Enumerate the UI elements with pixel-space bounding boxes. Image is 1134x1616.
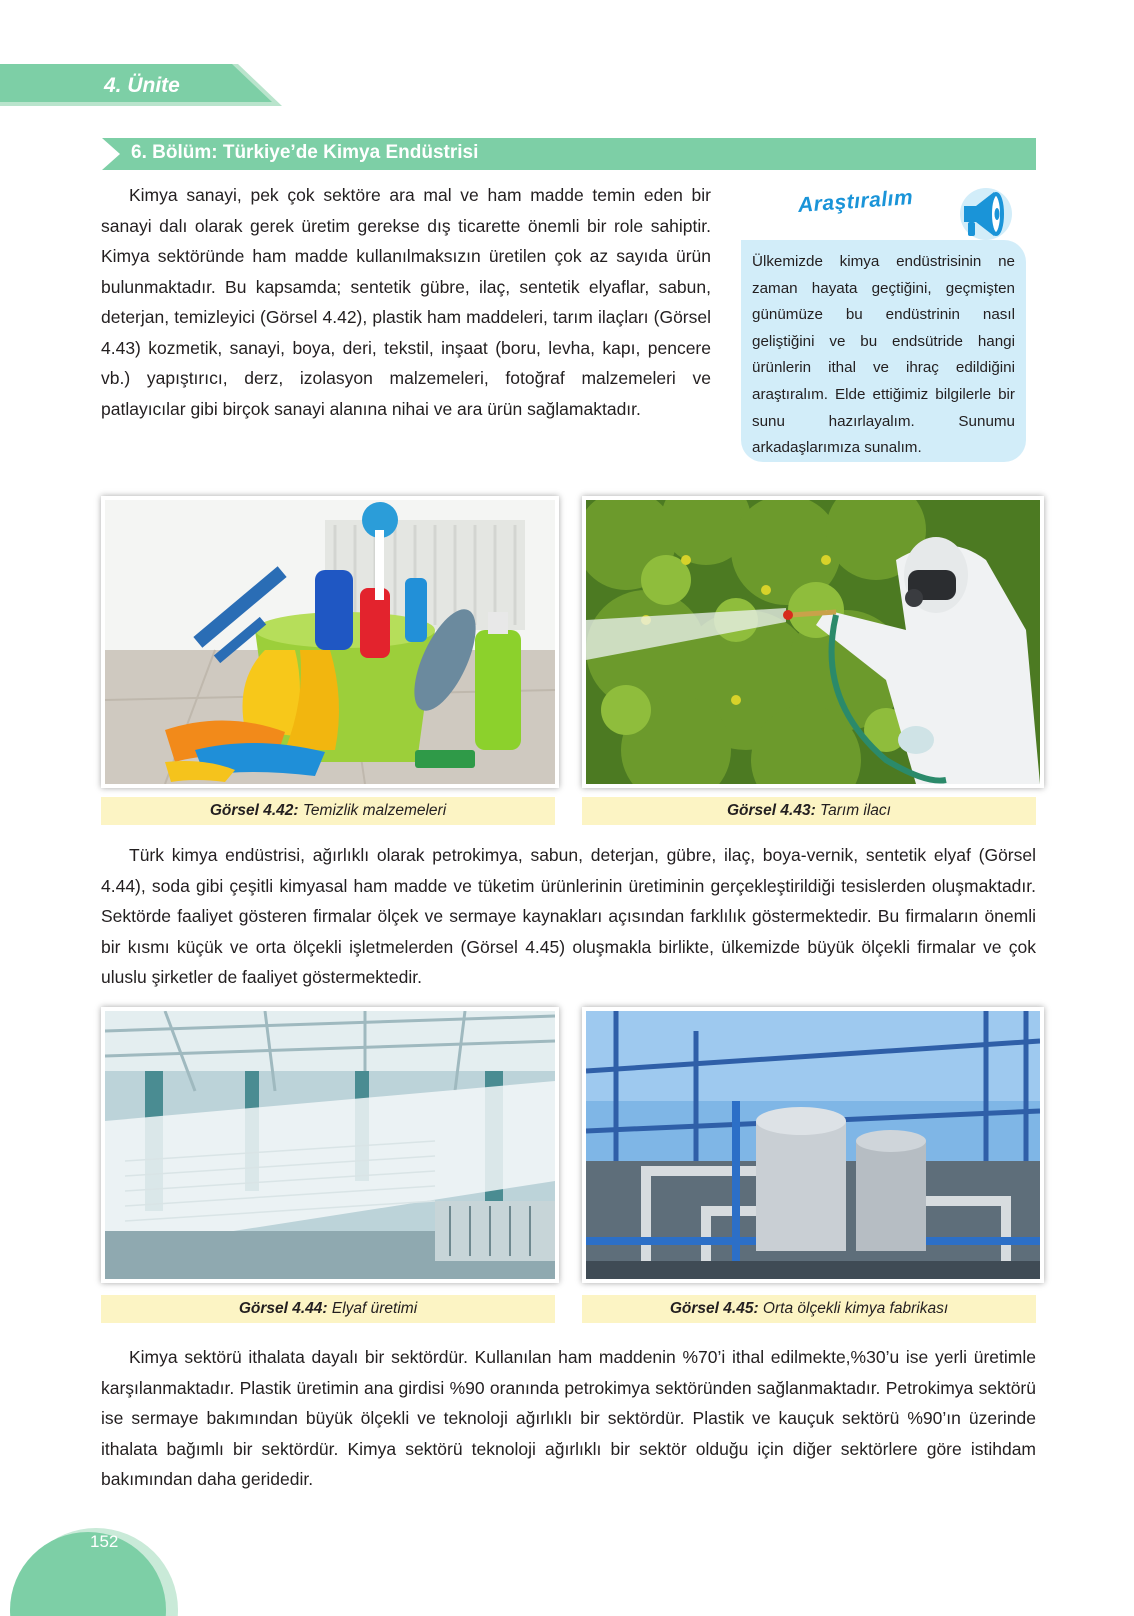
figure-caption: Görsel 4.43: Tarım ilacı (582, 797, 1036, 825)
figure-caption: Görsel 4.45: Orta ölçekli kimya fabrikası (582, 1295, 1036, 1323)
fiber-production-image (101, 1007, 559, 1283)
pesticide-spraying-image (582, 496, 1044, 788)
unit-label: 4. Ünite (104, 74, 180, 97)
page-number-badge (0, 1510, 180, 1616)
intro-paragraph: Kimya sanayi, pek çok sektöre ara mal ve ham madde temin eden bir sanayi dalı olarak gerek üretim gerekse dış ticarette önemli bir role sahiptir. Kimya sektöründe ham madde kullanılmaksızın üretilen çok az sayıda ürün bulunmaktadır. Bu kapsamda; sentetik gübre, ilaç, sentetik elyaflar, sabun, deterjan, temizleyici (Görsel 4.42), plastik ham maddeleri, tarım ilaçları (Görsel 4.43) kozmetik, sanayi, boya, deri, tekstil, inşaat (boru, levha, kapı, pencere vb.) yapıştırıcı, derz, izolasyon malzemeleri, fotoğraf malzemeleri ve patlayıcılar gibi birçok sanayi alanına nihai ve ara ürün sağlamaktadır. (101, 185, 711, 419)
figure-caption: Görsel 4.44: Elyaf üretimi (101, 1295, 555, 1323)
page-number: 152 (90, 1532, 119, 1551)
cleaning-supplies-image (101, 496, 559, 788)
middle-paragraph: Türk kimya endüstrisi, ağırlıklı olarak petrokimya, sabun, deterjan, gübre, ilaç, boya-vernik, sentetik elyaf (Görsel 4.44), soda gibi çeşitli kimyasal ham madde ve tüketim ürünlerinin üretiminin gerçekleştirildiği tesislerden oluşmaktadır. Sektörde faaliyet gösteren firmalar ölçek ve sermaye kaynakları açısından farklılık göstermektedir. Bu firmaların önemli bir kısmı küçük ve orta ölçekli işletmelerden (Görsel 4.45) oluşmakla birlikte, ülkemizde büyük ölçekli firmalar ve çok uluslu şirketler de faaliyet göstermektedir. (101, 845, 1036, 987)
chevron-right-icon (100, 136, 126, 172)
figure-caption: Görsel 4.42: Temizlik malzemeleri (101, 797, 555, 825)
arastiralim-box: Ülkemizde kimya endüstrisinin ne zaman hayata geçtiğini, geçmişten günümüze bu endüstrinin nasıl geliştiğini ve bu endsütride hangi ürünlerin ithal ve ihraç edildiğini araştıralım. Elde ettiğimiz bilgilerle bir sunu hazırlayalım. Sunumu arkadaşlarımıza sunalım. (741, 240, 1026, 462)
arastiralim-title: Araştıralım (797, 186, 914, 217)
final-paragraph: Kimya sektörü ithalata dayalı bir sektördür. Kullanılan ham maddenin %70’i ithal edilmekte,%30’u ise yerli üretimle karşılanmaktadır. Plastik üretimin ana girdisi %90 oranında petrokimya sektöründen sağlanmaktadır. Petrokimya sektörü ise sermaye bakımından büyük ölçekli ve teknoloji ağırlıklı bir sektördür. Plastik ve kauçuk sektörü %90’ın üzerinde ithalata bağımlı bir sektördür. Kimya sektörü teknoloji ağırlıklı bir sektör olduğu için diğer sektörlere göre istihdam bakımından daha geridedir. (101, 1347, 1036, 1489)
chemical-plant-image (582, 1007, 1044, 1283)
section-title: 6. Bölüm: Türkiye’de Kimya Endüstrisi (131, 142, 479, 163)
megaphone-icon (954, 180, 1016, 246)
